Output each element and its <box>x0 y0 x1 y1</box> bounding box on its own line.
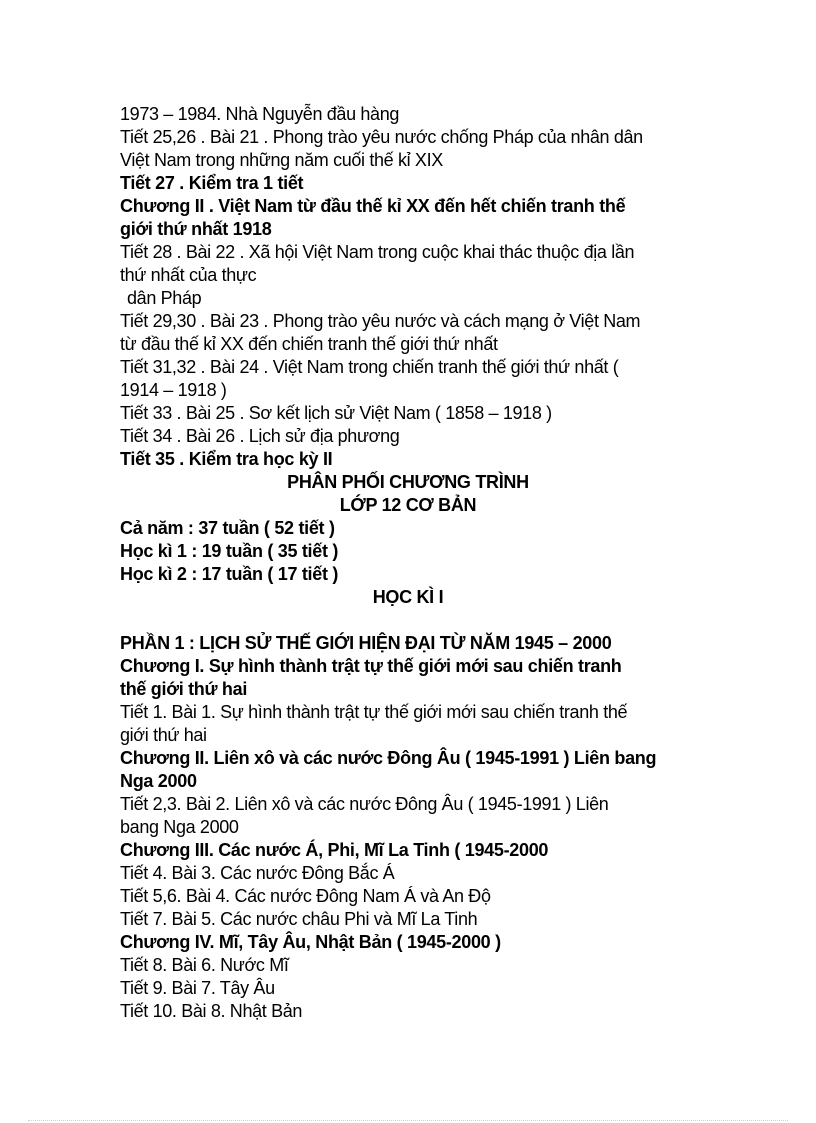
lesson-entry: Tiết 31,32 . Bài 24 . Việt Nam trong chiến tranh thế giới thứ nhất ( <box>120 357 619 377</box>
chapter-heading-continued: giới thứ nhất 1918 <box>120 219 272 239</box>
lesson-entry: Tiết 33 . Bài 25 . Sơ kết lịch sử Việt Nam ( 1858 – 1918 ) <box>120 403 552 423</box>
chapter-heading: Chương I. Sự hình thành trật tự thế giới mới sau chiến tranh <box>120 656 622 676</box>
summary-line: Cả năm : 37 tuần ( 52 tiết ) <box>120 518 335 538</box>
lesson-entry-continued: dân Pháp <box>127 288 202 308</box>
lesson-entry-continued: Việt Nam trong những năm cuối thế kỉ XIX <box>120 150 443 170</box>
chapter-heading-continued: thế giới thứ hai <box>120 679 248 699</box>
lesson-entry-continued: giới thứ hai <box>120 725 207 745</box>
chapter-heading: Chương IV. Mĩ, Tây Âu, Nhật Bản ( 1945-2000 ) <box>120 932 501 952</box>
lesson-entry-continued: 1914 – 1918 ) <box>120 380 227 400</box>
part-heading: PHẦN 1 : LỊCH SỬ THẾ GIỚI HIỆN ĐẠI TỪ NĂM 1945 – 2000 <box>120 633 612 653</box>
lesson-entry-continued: bang Nga 2000 <box>120 817 239 837</box>
summary-line: Học kì 1 : 19 tuần ( 35 tiết ) <box>120 541 339 561</box>
exam-entry: Tiết 35 . Kiểm tra học kỳ II <box>120 449 333 469</box>
lesson-entry: Tiết 10. Bài 8. Nhật Bản <box>120 1001 303 1021</box>
summary-line: Học kì 2 : 17 tuần ( 17 tiết ) <box>120 564 339 584</box>
page-bottom-rule <box>28 1120 788 1121</box>
lesson-entry-continued: từ đầu thế kỉ XX đến chiến tranh thế giới thứ nhất <box>120 334 498 354</box>
chapter-heading: Chương II. Liên xô và các nước Đông Âu ( 1945-1991 ) Liên bang <box>120 748 657 768</box>
semester-heading: HỌC KÌ I <box>372 587 444 607</box>
lesson-entry: Tiết 9. Bài 7. Tây Âu <box>120 978 275 998</box>
chapter-heading-continued: Nga 2000 <box>120 771 197 791</box>
lesson-entry: Tiết 4. Bài 3. Các nước Đông Bắc Á <box>120 863 395 883</box>
lesson-entry: Tiết 8. Bài 6. Nước Mĩ <box>120 955 289 975</box>
lesson-entry: Tiết 1. Bài 1. Sự hình thành trật tự thế giới mới sau chiến tranh thế <box>120 702 628 722</box>
lesson-entry: Tiết 29,30 . Bài 23 . Phong trào yêu nước và cách mạng ở Việt Nam <box>120 311 641 331</box>
chapter-heading: Chương II . Việt Nam từ đầu thế kỉ XX đến hết chiến tranh thế <box>120 196 626 216</box>
text-line: 1973 – 1984. Nhà Nguyễn đầu hàng <box>120 104 400 124</box>
document-body <box>120 103 720 1023</box>
section-title: PHÂN PHỐI CHƯƠNG TRÌNH <box>287 472 529 492</box>
exam-entry: Tiết 27 . Kiểm tra 1 tiết <box>120 173 304 193</box>
section-subtitle: LỚP 12 CƠ BẢN <box>339 495 477 515</box>
lesson-entry: Tiết 7. Bài 5. Các nước châu Phi và Mĩ La Tinh <box>120 909 478 929</box>
lesson-entry: Tiết 5,6. Bài 4. Các nước Đông Nam Á và An Độ <box>120 886 491 906</box>
lesson-entry: Tiết 25,26 . Bài 21 . Phong trào yêu nước chống Pháp của nhân dân <box>120 127 643 147</box>
lesson-entry: Tiết 28 . Bài 22 . Xã hội Việt Nam trong cuộc khai thác thuộc địa lần <box>120 242 635 262</box>
lesson-entry: Tiết 2,3. Bài 2. Liên xô và các nước Đông Âu ( 1945-1991 ) Liên <box>120 794 609 814</box>
blank-line <box>120 609 720 632</box>
lesson-entry-continued: thứ nhất của thực <box>120 265 257 285</box>
chapter-heading: Chương III. Các nước Á, Phi, Mĩ La Tinh ( 1945-2000 <box>120 840 549 860</box>
lesson-entry: Tiết 34 . Bài 26 . Lịch sử địa phương <box>120 426 400 446</box>
